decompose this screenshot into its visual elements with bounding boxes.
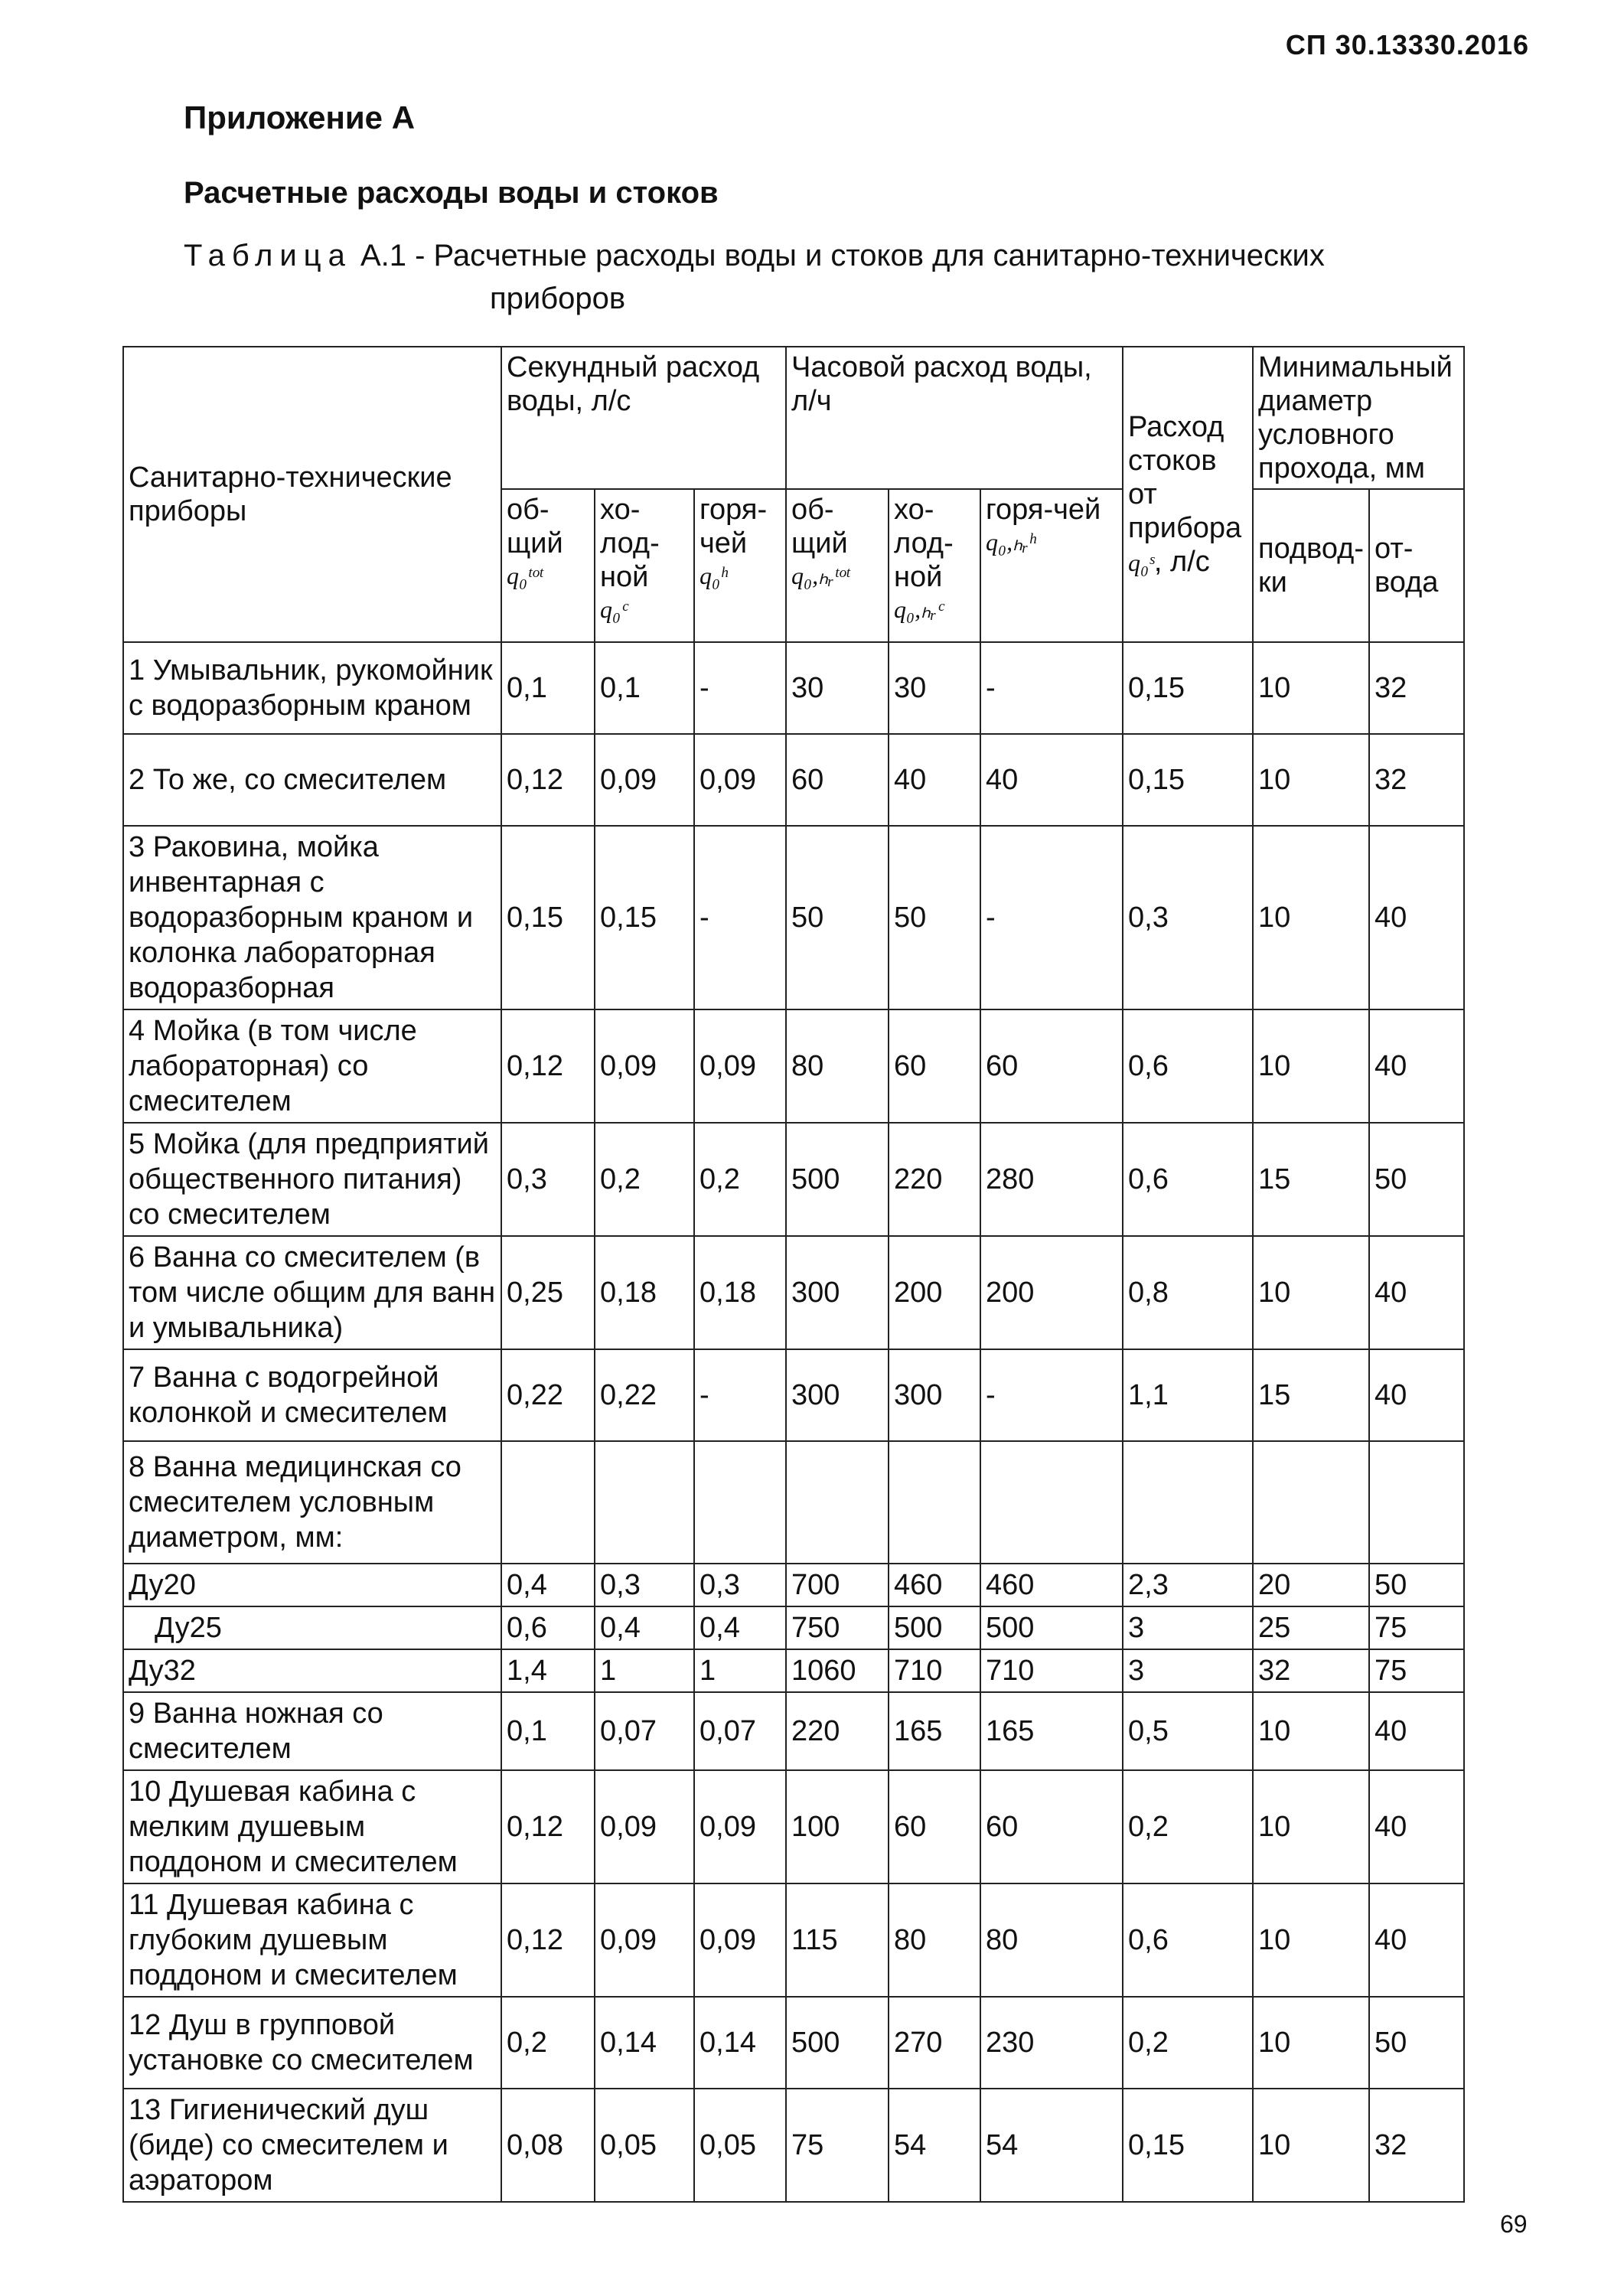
- caption-main: А.1 - Расчетные расходы воды и стоков для санитарно-технических: [360, 239, 1325, 272]
- value-cell: 0,15: [1123, 734, 1253, 826]
- value-cell: 2,3: [1123, 1564, 1253, 1606]
- value-cell: 0,09: [694, 1883, 786, 1997]
- value-cell: 32: [1369, 734, 1464, 826]
- table-row: [123, 1349, 1464, 1441]
- table-row: [123, 642, 1464, 734]
- section-title: Расчетные расходы воды и стоков: [184, 176, 719, 210]
- empty-cell: [786, 1441, 889, 1564]
- value-cell: 0,12: [501, 734, 595, 826]
- value-cell: 60: [889, 1009, 980, 1123]
- value-cell: 0,3: [501, 1123, 595, 1236]
- value-cell: 40: [1369, 1692, 1464, 1770]
- table-row: [123, 2089, 1464, 2202]
- value-cell: 460: [889, 1564, 980, 1606]
- caption-continuation: приборов: [490, 282, 626, 315]
- value-cell: 0,05: [595, 2089, 694, 2202]
- value-cell: 80: [889, 1883, 980, 1997]
- value-cell: 75: [1369, 1649, 1464, 1692]
- value-cell: 80: [786, 1009, 889, 1123]
- table-caption: [184, 234, 1531, 320]
- value-cell: 10: [1253, 1009, 1369, 1123]
- value-cell: 0,6: [1123, 1123, 1253, 1236]
- caption-lead: Таблица: [184, 239, 352, 272]
- value-cell: 75: [1369, 1606, 1464, 1649]
- device-cell: 7 Ванна с водогрейной колонкой и смесителем: [123, 1349, 501, 1441]
- value-cell: 0,2: [595, 1123, 694, 1236]
- value-cell: 40: [980, 734, 1123, 826]
- sec-total-label: об-щий: [507, 494, 563, 559]
- value-cell: 60: [980, 1770, 1123, 1883]
- value-cell: 60: [889, 1770, 980, 1883]
- device-cell: 5 Мойка (для предприятий общественного питания) со смесителем: [123, 1123, 501, 1236]
- value-cell: -: [694, 826, 786, 1009]
- value-cell: 0,4: [694, 1606, 786, 1649]
- value-cell: 0,15: [501, 826, 595, 1009]
- table-row: [123, 1606, 1464, 1649]
- value-cell: 0,18: [694, 1236, 786, 1349]
- value-cell: 0,3: [694, 1564, 786, 1606]
- value-cell: 500: [980, 1606, 1123, 1649]
- header-supply: подвод-ки: [1253, 489, 1369, 642]
- header-sec-total: [501, 489, 595, 642]
- value-cell: 0,09: [694, 1009, 786, 1123]
- value-cell: 0,12: [501, 1883, 595, 1997]
- value-cell: 3: [1123, 1649, 1253, 1692]
- value-cell: 200: [889, 1236, 980, 1349]
- value-cell: 40: [889, 734, 980, 826]
- value-cell: 54: [980, 2089, 1123, 2202]
- value-cell: 0,4: [501, 1564, 595, 1606]
- value-cell: 1: [595, 1649, 694, 1692]
- empty-cell: [980, 1441, 1123, 1564]
- value-cell: 40: [1369, 1883, 1464, 1997]
- value-cell: 500: [786, 1997, 889, 2089]
- value-cell: 0,6: [501, 1606, 595, 1649]
- waste-flow-unit: , л/с: [1153, 546, 1210, 578]
- value-cell: 0,8: [1123, 1236, 1253, 1349]
- empty-cell: [501, 1441, 595, 1564]
- value-cell: 165: [889, 1692, 980, 1770]
- value-cell: 0,12: [501, 1009, 595, 1123]
- header-sec-hot: [694, 489, 786, 642]
- device-cell: 9 Ванна ножная со смесителем: [123, 1692, 501, 1770]
- subtype-cell: Ду25: [123, 1606, 501, 1649]
- value-cell: 20: [1253, 1564, 1369, 1606]
- empty-cell: [1369, 1441, 1464, 1564]
- header-device: Санитарно-технические приборы: [123, 347, 501, 642]
- appendix-title: Приложение А: [184, 99, 416, 135]
- sec-cold-label: хо-лод-ной: [600, 494, 660, 593]
- header-sec-cold: [595, 489, 694, 642]
- value-cell: 0,09: [595, 1770, 694, 1883]
- table-row: [123, 1564, 1464, 1606]
- value-cell: 10: [1253, 734, 1369, 826]
- value-cell: 0,15: [595, 826, 694, 1009]
- device-cell: 6 Ванна со смесителем (в том числе общим для ванн и умывальника): [123, 1236, 501, 1349]
- value-cell: 300: [889, 1349, 980, 1441]
- value-cell: 0,09: [595, 1009, 694, 1123]
- value-cell: 270: [889, 1997, 980, 2089]
- device-cell: 13 Гигиенический душ (биде) со смесителем и аэратором: [123, 2089, 501, 2202]
- value-cell: 1,4: [501, 1649, 595, 1692]
- value-cell: 75: [786, 2089, 889, 2202]
- value-cell: 50: [889, 826, 980, 1009]
- value-cell: 10: [1253, 1692, 1369, 1770]
- value-cell: 40: [1369, 1009, 1464, 1123]
- value-cell: 1: [694, 1649, 786, 1692]
- value-cell: 0,09: [694, 734, 786, 826]
- hr-hot-label: горя-чей: [986, 494, 1101, 526]
- flow-rates-table: [122, 346, 1465, 2203]
- value-cell: 50: [1369, 1997, 1464, 2089]
- value-cell: 0,05: [694, 2089, 786, 2202]
- empty-cell: [595, 1441, 694, 1564]
- value-cell: 220: [889, 1123, 980, 1236]
- table-row-group-header: [123, 1441, 1464, 1564]
- subtype-cell: Ду20: [123, 1564, 501, 1606]
- table-row: [123, 1009, 1464, 1123]
- hr-cold-label: хо-лод-ной: [894, 494, 954, 593]
- value-cell: 115: [786, 1883, 889, 1997]
- table-row: [123, 1236, 1464, 1349]
- value-cell: 0,2: [1123, 1770, 1253, 1883]
- value-cell: 0,22: [501, 1349, 595, 1441]
- value-cell: 200: [980, 1236, 1123, 1349]
- value-cell: 0,08: [501, 2089, 595, 2202]
- value-cell: 0,14: [694, 1997, 786, 2089]
- page-number: 69: [1500, 2210, 1528, 2238]
- value-cell: 280: [980, 1123, 1123, 1236]
- value-cell: -: [980, 642, 1123, 734]
- value-cell: 15: [1253, 1349, 1369, 1441]
- device-cell: 12 Душ в групповой установке со смесителем: [123, 1997, 501, 2089]
- value-cell: 60: [980, 1009, 1123, 1123]
- table-row: [123, 734, 1464, 826]
- header-hr-hot: [980, 489, 1123, 642]
- value-cell: 40: [1369, 1770, 1464, 1883]
- header-row-top: [123, 347, 1464, 489]
- value-cell: 0,15: [1123, 2089, 1253, 2202]
- header-drain: от-вода: [1369, 489, 1464, 642]
- value-cell: -: [694, 642, 786, 734]
- value-cell: 80: [980, 1883, 1123, 1997]
- value-cell: -: [980, 826, 1123, 1009]
- value-cell: 0,22: [595, 1349, 694, 1441]
- value-cell: 0,09: [694, 1770, 786, 1883]
- value-cell: 0,15: [1123, 642, 1253, 734]
- value-cell: 220: [786, 1692, 889, 1770]
- value-cell: 0,12: [501, 1770, 595, 1883]
- value-cell: 700: [786, 1564, 889, 1606]
- value-cell: 10: [1253, 1770, 1369, 1883]
- hr-total-label: об-щий: [791, 494, 848, 559]
- table-row: [123, 1770, 1464, 1883]
- hr-total-symbol: q₀,ₕᵣᵗᵒᵗ: [791, 562, 850, 589]
- value-cell: 10: [1253, 2089, 1369, 2202]
- value-cell: 32: [1369, 642, 1464, 734]
- header-second-flow: Секундный расход воды, л/с: [501, 347, 786, 489]
- hr-hot-symbol: q₀,ₕᵣʰ: [986, 528, 1036, 556]
- sec-cold-symbol: q₀ᶜ: [600, 595, 628, 623]
- value-cell: 0,09: [595, 1883, 694, 1997]
- value-cell: -: [980, 1349, 1123, 1441]
- value-cell: 3: [1123, 1606, 1253, 1649]
- value-cell: 0,1: [501, 1692, 595, 1770]
- value-cell: 1,1: [1123, 1349, 1253, 1441]
- value-cell: 10: [1253, 1883, 1369, 1997]
- value-cell: 0,1: [501, 642, 595, 734]
- value-cell: 750: [786, 1606, 889, 1649]
- value-cell: 30: [889, 642, 980, 734]
- sec-total-symbol: q₀ᵗᵒᵗ: [507, 562, 543, 589]
- value-cell: 0,1: [595, 642, 694, 734]
- value-cell: 100: [786, 1770, 889, 1883]
- header-hr-total: [786, 489, 889, 642]
- value-cell: 0,09: [595, 734, 694, 826]
- device-cell: 1 Умывальник, рукомойник с водоразборным краном: [123, 642, 501, 734]
- table-row: [123, 1883, 1464, 1997]
- device-cell: 2 То же, со смесителем: [123, 734, 501, 826]
- value-cell: 15: [1253, 1123, 1369, 1236]
- device-cell: 11 Душевая кабина с глубоким душевым поддоном и смесителем: [123, 1883, 501, 1997]
- value-cell: 710: [889, 1649, 980, 1692]
- hr-cold-symbol: q₀,ₕᵣᶜ: [894, 595, 944, 623]
- value-cell: 1060: [786, 1649, 889, 1692]
- sec-hot-label: горя-чей: [699, 494, 768, 559]
- value-cell: 0,18: [595, 1236, 694, 1349]
- table-row: [123, 1692, 1464, 1770]
- header-hour-flow: Часовой расход воды, л/ч: [786, 347, 1123, 489]
- table-row: [123, 1123, 1464, 1236]
- value-cell: 0,2: [694, 1123, 786, 1236]
- waste-flow-label: Расход стоков от прибора: [1128, 411, 1242, 544]
- value-cell: 0,4: [595, 1606, 694, 1649]
- value-cell: 32: [1253, 1649, 1369, 1692]
- value-cell: 165: [980, 1692, 1123, 1770]
- value-cell: 0,07: [694, 1692, 786, 1770]
- document-code: СП 30.13330.2016: [1285, 29, 1529, 60]
- value-cell: 0,25: [501, 1236, 595, 1349]
- value-cell: 25: [1253, 1606, 1369, 1649]
- value-cell: 10: [1253, 1997, 1369, 2089]
- table-row: [123, 826, 1464, 1009]
- value-cell: 460: [980, 1564, 1123, 1606]
- device-cell: 8 Ванна медицинская со смесителем условным диаметром, мм:: [123, 1441, 501, 1564]
- table-row: [123, 1997, 1464, 2089]
- value-cell: 10: [1253, 1236, 1369, 1349]
- value-cell: 0,6: [1123, 1883, 1253, 1997]
- device-cell: 10 Душевая кабина с мелким душевым поддоном и смесителем: [123, 1770, 501, 1883]
- value-cell: 300: [786, 1236, 889, 1349]
- value-cell: 10: [1253, 826, 1369, 1009]
- value-cell: 0,6: [1123, 1009, 1253, 1123]
- value-cell: 0,07: [595, 1692, 694, 1770]
- value-cell: 710: [980, 1649, 1123, 1692]
- value-cell: 60: [786, 734, 889, 826]
- header-waste-flow: [1123, 347, 1253, 642]
- value-cell: 0,3: [595, 1564, 694, 1606]
- subtype-cell: Ду32: [123, 1649, 501, 1692]
- value-cell: 40: [1369, 1236, 1464, 1349]
- value-cell: 50: [786, 826, 889, 1009]
- value-cell: 0,2: [501, 1997, 595, 2089]
- header-hr-cold: [889, 489, 980, 642]
- value-cell: 40: [1369, 1349, 1464, 1441]
- header-min-diameter: Минимальный диаметр условного прохода, мм: [1253, 347, 1464, 489]
- value-cell: 300: [786, 1349, 889, 1441]
- value-cell: 230: [980, 1997, 1123, 2089]
- value-cell: 500: [786, 1123, 889, 1236]
- value-cell: 0,14: [595, 1997, 694, 2089]
- device-cell: 4 Мойка (в том числе лабораторная) со смесителем: [123, 1009, 501, 1123]
- value-cell: 500: [889, 1606, 980, 1649]
- value-cell: 0,2: [1123, 1997, 1253, 2089]
- table-row: [123, 1649, 1464, 1692]
- waste-flow-symbol: q₀ˢ: [1128, 549, 1154, 576]
- value-cell: 54: [889, 2089, 980, 2202]
- sec-hot-symbol: q₀ʰ: [699, 562, 728, 589]
- empty-cell: [694, 1441, 786, 1564]
- empty-cell: [889, 1441, 980, 1564]
- empty-cell: [1123, 1441, 1253, 1564]
- value-cell: 32: [1369, 2089, 1464, 2202]
- value-cell: 0,3: [1123, 826, 1253, 1009]
- value-cell: 0,5: [1123, 1692, 1253, 1770]
- value-cell: 10: [1253, 642, 1369, 734]
- value-cell: 50: [1369, 1564, 1464, 1606]
- value-cell: 40: [1369, 826, 1464, 1009]
- empty-cell: [1253, 1441, 1369, 1564]
- device-cell: 3 Раковина, мойка инвентарная с водоразборным краном и колонка лабораторная водоразборная: [123, 826, 501, 1009]
- value-cell: 30: [786, 642, 889, 734]
- value-cell: -: [694, 1349, 786, 1441]
- value-cell: 50: [1369, 1123, 1464, 1236]
